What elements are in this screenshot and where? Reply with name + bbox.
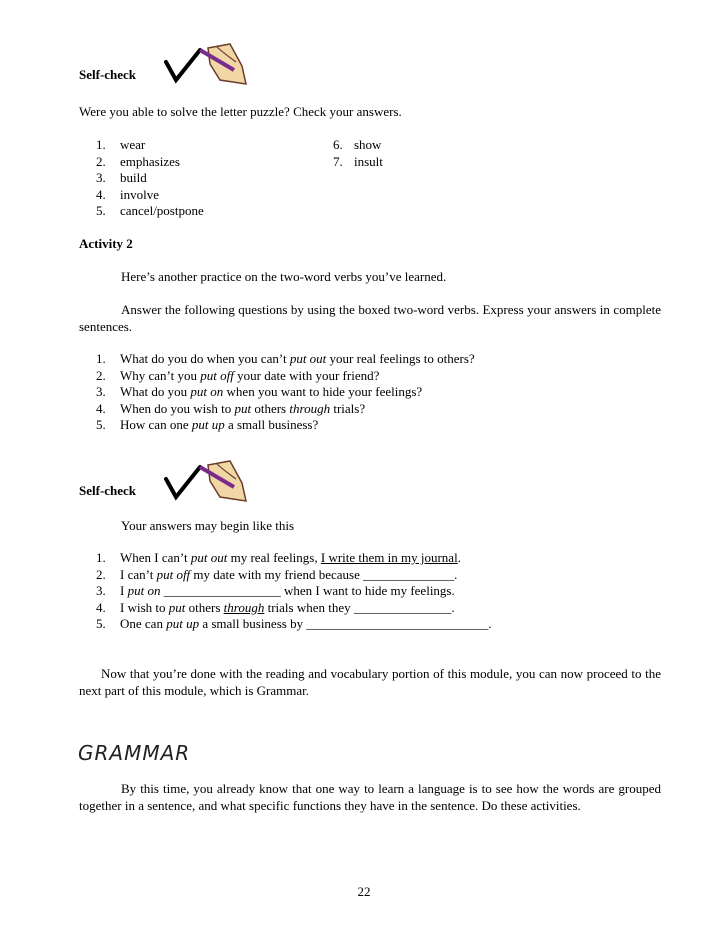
- activity-heading: Activity 2: [79, 236, 133, 251]
- item-number: 7.: [333, 153, 343, 169]
- transition-paragraph: Now that you’re done with the reading and vocabulary portion of this module, you can now proceed to the next part of this module, which is Grammar.: [79, 666, 661, 698]
- selfcheck-heading: Self-check: [79, 483, 137, 498]
- item-number: 5.: [96, 417, 106, 432]
- list-item: [79, 567, 669, 584]
- list-item: [79, 384, 669, 401]
- item-number: 2.: [96, 566, 106, 582]
- list-item: [79, 616, 669, 633]
- item-text: What do you do when you can’t put out your real feelings to others?: [120, 351, 475, 366]
- item-text: When I can’t put out my real feelings, I write them in my journal.: [120, 550, 461, 565]
- item-text: I wish to put others through trials when they _______________.: [120, 599, 455, 615]
- item-number: 3.: [96, 170, 106, 185]
- item-number: 1.: [96, 351, 106, 366]
- item-text: When do you wish to put others through trials?: [120, 400, 366, 416]
- item-number: 1.: [96, 550, 106, 565]
- list-item: [79, 550, 669, 567]
- activity-intro: Here’s another practice on the two-word verbs you’ve learned.: [121, 269, 447, 284]
- item-text: I can’t put off my date with my friend because ______________.: [120, 566, 458, 582]
- item-number: 3.: [96, 384, 106, 399]
- list-item: [79, 170, 669, 187]
- item-text: wear: [120, 137, 146, 152]
- item-text: How can one put up a small business?: [120, 417, 319, 432]
- list-item: [79, 583, 669, 600]
- list-item: [79, 187, 669, 204]
- item-number: 2.: [96, 367, 106, 383]
- list-item: [79, 368, 669, 385]
- item-text: One can put up a small business by ____________________________.: [120, 616, 492, 631]
- item-number: 6.: [333, 137, 343, 152]
- item-text: Why can’t you put off your date with your friend?: [120, 367, 380, 383]
- list-item: [79, 401, 669, 418]
- page-number: 22: [357, 884, 371, 899]
- list-item: [79, 600, 669, 617]
- item-number: 4.: [96, 186, 106, 202]
- item-number: 2.: [96, 153, 106, 169]
- item-text: What do you put on when you want to hide your feelings?: [120, 384, 423, 399]
- checkmark-pencil-icon: [160, 457, 250, 507]
- grammar-paragraph: By this time, you already know that one way to learn a language is to see how the words are grouped together in a sentence, and what specific functions they have in the sentence. Do these activities.: [79, 781, 661, 813]
- selfcheck-instruction: Were you able to solve the letter puzzle? Check your answers.: [79, 104, 402, 119]
- item-text: I put on __________________ when I want to hide my feelings.: [120, 583, 455, 598]
- list-item: [79, 351, 669, 368]
- selfcheck-intro: Your answers may begin like this: [121, 518, 295, 533]
- activity-directions: Answer the following questions by using the boxed two-word verbs. Express your answers in complete sentences.: [79, 302, 661, 334]
- item-number: 5.: [96, 203, 106, 218]
- section-heading: GRAMMAR: [78, 741, 191, 765]
- item-text: cancel/postpone: [120, 203, 204, 218]
- item-text: insult: [354, 153, 383, 169]
- list-item: [79, 417, 669, 434]
- item-number: 4.: [96, 599, 106, 615]
- item-text: emphasizes: [120, 153, 180, 169]
- item-text: show: [354, 137, 382, 152]
- item-text: involve: [120, 186, 159, 202]
- checkmark-pencil-icon: [160, 40, 250, 90]
- item-number: 5.: [96, 616, 106, 631]
- item-number: 3.: [96, 583, 106, 598]
- selfcheck-heading: Self-check: [79, 67, 137, 82]
- item-number: 1.: [96, 137, 106, 152]
- question-list: [79, 351, 669, 434]
- item-text: build: [120, 170, 147, 185]
- sample-answer-list: [79, 550, 669, 633]
- item-number: 4.: [96, 400, 106, 416]
- list-item: [79, 203, 669, 220]
